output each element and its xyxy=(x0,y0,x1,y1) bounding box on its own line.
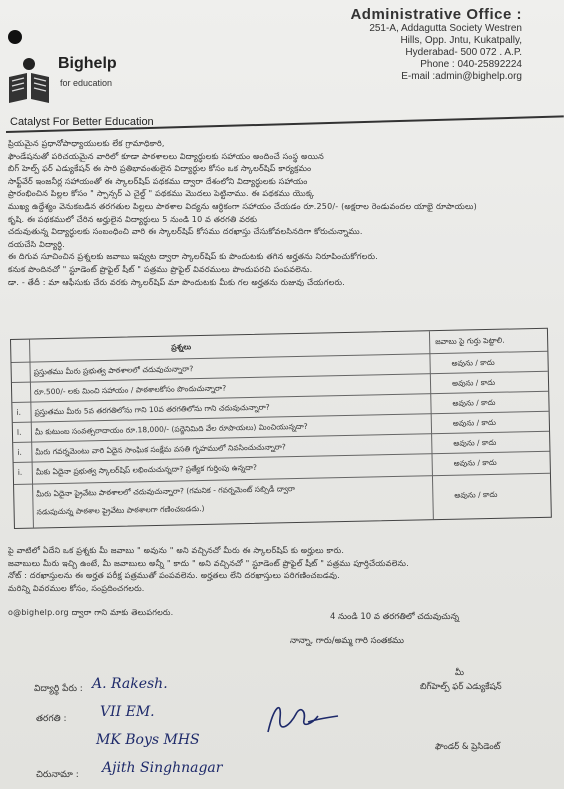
instruction-line: నోట్ : దరఖాస్తులను ఈ అర్హత పరీక్ష పత్రముతో పంపవలెను. అర్హతలు లేని దరఖాస్తులు పరిగణించబడవు. xyxy=(8,571,340,581)
table-row: i. మీరు గవర్నమెంటు వారి ఏదైన సాంఘిక సంక్షేమ వసతి గృహములో నివసించుచున్నారా? అవును / కాదు xyxy=(13,431,549,463)
school-value[interactable]: MK Boys MHS xyxy=(96,732,200,748)
student-name-label: విద్యార్థి పేరు : xyxy=(34,684,83,694)
table-head-answer: జవాబు పై గుర్తు పెట్టాలి. xyxy=(435,335,505,347)
table-row: ప్రస్తుతము మీరు ప్రభుత్వ పాఠశాలలో చదువుచున్నారా? అవును / కాదు xyxy=(11,351,547,383)
closing-line: మీ xyxy=(455,668,464,678)
office-title: Administrative Office : xyxy=(350,6,522,23)
note-line: 4 నుండి 10 వ తరగతిలో చదువుచున్న xyxy=(330,612,460,622)
office-address-block xyxy=(350,6,522,83)
instructions-block xyxy=(8,545,556,620)
body-line: ప్రారంభించిన పిల్లల కోసం " స్పాన్సర్ ఎ చైల్డ్ " పథకము మొదలు పెట్టినాము. ఈ పథకము యొక్క xyxy=(8,189,315,199)
brand-subtitle: for education xyxy=(60,78,113,88)
body-line: కనుక పొందినచో " స్టూడెంట్ ప్రొఫైల్ షీట్ " పత్రము ప్రొఫైల్ వివరములు పొందుపరచి పంపవలెను. xyxy=(8,264,313,274)
body-line: దయచేసి విద్యార్ధి. xyxy=(8,239,65,249)
office-line: Hyderabad- 500 072 . A.P. xyxy=(405,47,522,58)
address-label: చిరునామా : xyxy=(36,770,79,780)
body-line: ప్రియమైన ప్రధానోపాధ్యాయులకు లేక గ్రామాధికారి, xyxy=(8,139,165,148)
body-line: బిగ్ హెల్ప్ ఫర్ ఎడ్యుకేషన్ ఈ సారి ప్రతిభావంతులైన విద్యార్ధుల కోసం ఒక స్కాలర్‌షిప్ కార్యక్రమం xyxy=(8,164,312,174)
office-phone: Phone : 040-25892224 xyxy=(420,59,522,70)
office-email: E-mail :admin@bighelp.org xyxy=(401,71,522,82)
eligibility-table xyxy=(10,328,552,529)
body-line: ముఖ్య ఉద్దేశ్యం వెనుకబడిన తరగతుల పిల్లలు పాఠశాల విద్యను ఆర్ధికంగా సహాయం చేయడం రూ.250/- (అక్షరాల రెండువందల యాభై రూపాయలు) xyxy=(8,201,477,211)
founder-title: ఫౌండర్ & ప్రెసిడెంట్ xyxy=(435,742,501,752)
letter-body xyxy=(8,138,556,289)
body-line: ఈ దిగువ సూచించిన ప్రశ్నలకు జవాబు ఇవ్వుట ద్వారా స్కాలర్‌షిప్ కు పొందుటకు తగిన అర్హతను నిరూపించుకోగలరు. xyxy=(8,252,378,262)
class-label: తరగతి : xyxy=(36,714,67,724)
table-row: l. మీ కుటుంబ సంవత్సరాదాయం రూ.18,000/- (పద్దెనిమిది వేల రూపాయలు) మించియున్నదా? అవును / కాదు xyxy=(13,411,549,443)
bighelp-logo-icon xyxy=(6,55,52,105)
table-head-questions: ప్రశ్నలు xyxy=(171,342,192,352)
body-line: ఫౌండేషనుతో పరిచయమైన వారిలో కూడా పాఠశాలలు విద్యార్ధులకు సహాయం అందించే సంస్థ అయిన xyxy=(8,151,324,161)
instruction-line: జవాబులు మీరు ఇచ్చి ఉంటే, మీ జవాబులు అన్నీ " కాదు " అని వచ్చినచో " స్టూడెంట్ ప్రొఫైల్ షీట్ " పత్రము పూర్తిచేయవలెను. xyxy=(8,558,409,568)
signature-note: నాన్నా, గారు/అమ్మ గారి సంతకము xyxy=(290,636,404,646)
table-row: రూ.500/- లకు మించి సహాయం / పాఠశాలకోసం పొందుచున్నారా? అవును / కాదు xyxy=(12,371,548,403)
table-row: మీరు ఏదైనా ప్రైవేటు పాఠశాలలో చదువుచున్నారా? (గమనిక - గవర్నమెంట్ సబ్సిడీ ద్వారా నడుపుచున్న పాఠశాల ప్రైవేటు పాఠశాలగా గణించబడదు.) అవును / కాదు xyxy=(36,484,498,517)
organisation-line: బిగ్‌హెల్ప్ ఫర్ ఎడ్యుకేషన్ xyxy=(420,682,502,692)
body-line: కృషి. ఈ పథకములో చేరిన అర్హులైన విద్యార్ధులు 5 నుండి 10 వ తరగతి వరకు xyxy=(8,214,258,224)
body-line: చదువుతున్న విద్యార్ధులకు సంబంధించి వారి ఈ స్కాలర్‌షిప్ కోసము దరఖాస్తు చేసుకోవలసినదిగా కోరుచున్నాము. xyxy=(8,227,363,237)
office-line: 251-A, Addagutta Society Westren xyxy=(369,23,522,34)
punch-hole xyxy=(8,30,22,44)
instruction-line: పై వాటిలో ఏదేని ఒక ప్రశ్నకు మీ జవాబు " అవును " అని వచ్చినచో మీరు ఈ స్కాలర్‌షిప్ కు అర్హులు కారు. xyxy=(8,546,345,555)
body-line: డా. - తేదీ : మా ఆఫీసుకు చేరు వరకు స్కాలర్‌షిప్ మా పొందుటకు మీకు గల అర్హతను రుజువు చేయగలరు. xyxy=(8,277,345,287)
signature-icon xyxy=(262,696,342,742)
class-value[interactable]: VII EM. xyxy=(100,704,155,720)
contact-line: o@bighelp.org ద్వారా గాని మాకు తెలుపగలరు. xyxy=(8,608,174,618)
brand-name: Bighelp xyxy=(58,55,117,72)
body-line: సాఫ్ట్‌వేర్ ఇంజనీర్ల సహాయంతో ఈ స్కాలర్‌షిప్ పథకము ద్వారా దేశంలోని విద్యార్ధులకు సహాయం xyxy=(8,176,308,186)
office-line: Hills, Opp. Jntu, Kukatpally, xyxy=(400,35,522,46)
table-row: i. ప్రస్తుతము మీరు 5వ తరగతిలోను గాని 10వ తరగతిలోను గాని చదువుచున్నారా? అవును / కాదు xyxy=(12,391,548,423)
instruction-line: మరిన్ని వివరముల కోసం, సంప్రదించగలరు. xyxy=(8,583,145,593)
table-row: i. మీకు ఏదైనా ప్రభుత్వ స్కాలర్‌షిప్ లభించుచున్నదా? ప్రత్యేక గుర్తింపు ఉన్నదా? అవును / కాదు xyxy=(14,451,550,485)
student-name-value[interactable]: A. Rakesh. xyxy=(92,676,168,692)
tagline: Catalyst For Better Education xyxy=(10,116,154,128)
address-value[interactable]: Ajith Singhnagar xyxy=(102,760,223,776)
